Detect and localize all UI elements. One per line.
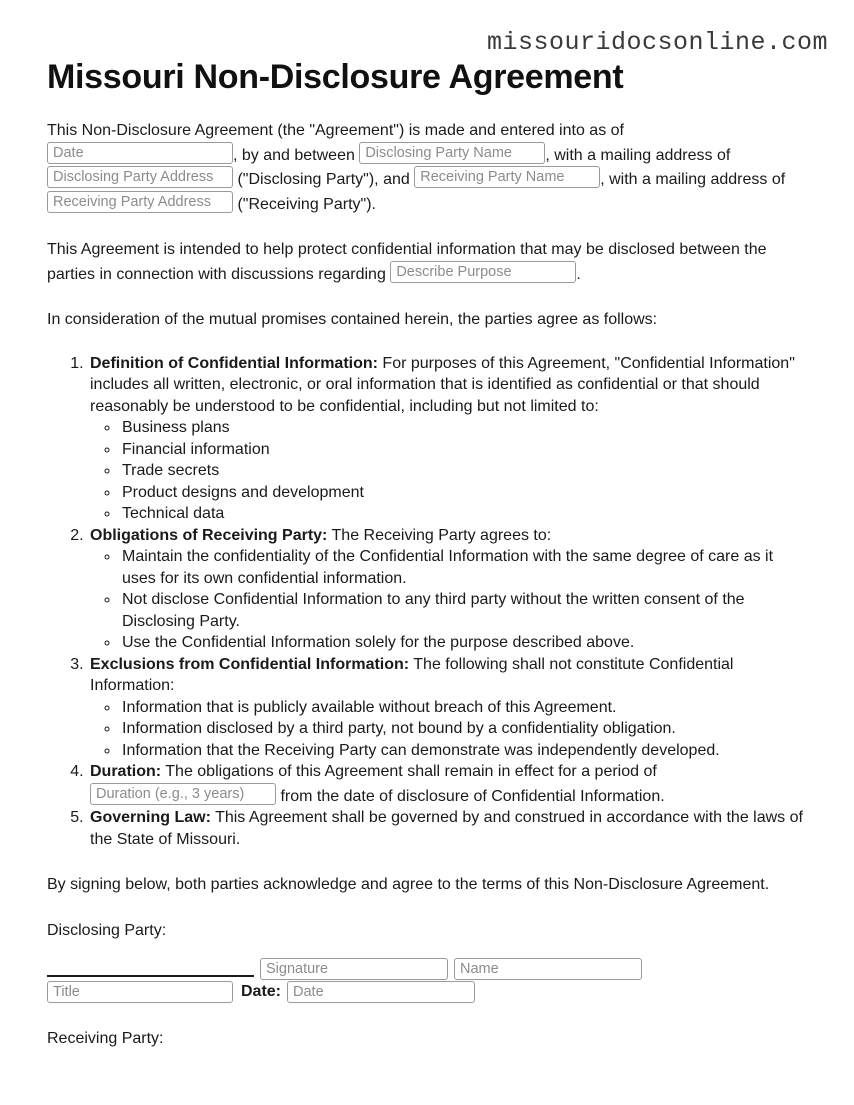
sub-list: [90, 546, 807, 654]
spacer: [47, 285, 807, 309]
intro-text-6: ("Receiving Party").: [237, 195, 376, 213]
purpose-text: This Agreement is intended to help protect confidential information that may be disclosed between the parties in connection with discussions regarding: [47, 241, 767, 283]
title-date-row: [47, 980, 807, 1004]
list-item: ◦ Not disclose Confidential Information to any third party without the written consent of the Disclosing Party.: [120, 589, 807, 632]
sub-list: [90, 417, 807, 525]
date-field[interactable]: Date: [47, 142, 233, 164]
consideration-paragraph: In consideration of the mutual promises contained herein, the parties agree as follows:: [47, 311, 658, 328]
purpose-field[interactable]: Describe Purpose: [390, 261, 576, 283]
clause-item-exclusions: [88, 654, 807, 762]
intro-paragraph: [47, 120, 807, 215]
list-item: ◦ Information that the Receiving Party can demonstrate was independently developed.: [120, 740, 807, 762]
clause-text-after: from the date of disclosure of Confidential Information.: [280, 787, 665, 805]
clause-text: The following shall not constitute Confidential Information:: [90, 655, 734, 694]
list-item: ◦ Technical data: [120, 503, 807, 525]
site-watermark: missouridocsonline.com: [486, 28, 828, 57]
clause-heading: Exclusions from Confidential Information:: [90, 655, 410, 673]
clause-text-before: The obligations of this Agreement shall remain in effect for a period of: [165, 763, 657, 780]
signature-line: [47, 975, 254, 977]
clause-heading: Obligations of Receiving Party:: [90, 526, 328, 544]
signature-section: [47, 920, 807, 1050]
list-item: ◦ Business plans: [120, 417, 807, 439]
clause-item-definition: [88, 353, 807, 525]
receiving-party-label: Receiving Party:: [47, 1030, 164, 1047]
list-item: ◦ Product designs and development: [120, 482, 807, 504]
duration-field[interactable]: Duration (e.g., 3 years): [90, 783, 276, 805]
list-item: ◦ Use the Confidential Information solely for the purpose described above.: [120, 632, 807, 654]
purpose-period: .: [576, 265, 581, 283]
clause-text: The Receiving Party agrees to:: [331, 526, 552, 544]
clause-item-duration: [88, 761, 807, 807]
purpose-paragraph: [47, 239, 807, 285]
spacer: [47, 850, 807, 874]
disclosing-party-name-field[interactable]: Disclosing Party Name: [359, 142, 545, 164]
clause-heading: Definition of Confidential Information:: [90, 354, 378, 372]
closing-paragraph: By signing below, both parties acknowledge and agree to the terms of this Non-Disclosure Agreement.: [47, 876, 770, 893]
clause-text: This Agreement shall be governed by and construed in accordance with the laws of the State of Missouri.: [90, 809, 803, 848]
disclosing-party-address-field[interactable]: Disclosing Party Address: [47, 166, 233, 188]
clause-item-governing-law: [88, 807, 807, 850]
spacer: [47, 331, 807, 353]
signature-row: [47, 956, 807, 980]
intro-text-3: , with a mailing address of: [545, 146, 731, 164]
receiving-party-address-field[interactable]: Receiving Party Address: [47, 191, 233, 213]
spacer: [47, 215, 807, 239]
sub-list: [90, 697, 807, 762]
intro-text-4: ("Disclosing Party"), and: [237, 171, 410, 188]
clause-item-obligations: [88, 525, 807, 654]
disclosing-party-signature-rows: [47, 956, 807, 1004]
list-item: ◦ Information that is publicly available without breach of this Agreement.: [120, 697, 807, 719]
document-body: [47, 120, 807, 1050]
spacer: [47, 896, 807, 920]
page-title: Missouri Non-Disclosure Agreement: [47, 58, 624, 96]
clause-list: [47, 353, 807, 851]
intro-text-2: , by and between: [233, 146, 355, 164]
list-item: ◦ Information disclosed by a third party, not bound by a confidentiality obligation.: [120, 718, 807, 740]
intro-text-5: , with a mailing address of: [600, 171, 786, 188]
disclosing-party-label: Disclosing Party:: [47, 921, 167, 939]
title-field[interactable]: Title: [47, 981, 233, 1003]
signature-field[interactable]: Signature: [260, 958, 448, 980]
intro-text-1: This Non-Disclosure Agreement (the "Agreement") is made and entered into as of: [47, 122, 624, 139]
name-field[interactable]: Name: [454, 958, 642, 980]
clause-heading: Duration:: [90, 763, 162, 780]
receiving-party-name-field[interactable]: Receiving Party Name: [414, 166, 600, 188]
spacer: [47, 1004, 807, 1028]
list-item: ◦ Financial information: [120, 439, 807, 461]
list-item: ◦ Trade secrets: [120, 460, 807, 482]
clause-heading: Governing Law:: [90, 809, 211, 826]
date-label: Date:: [241, 983, 282, 1001]
clause-text: For purposes of this Agreement, "Confidential Information" includes all written, electronic, or oral information that is identified as confidential or that should reasonably be understood to be confidential, including but not limited to:: [90, 354, 795, 415]
list-item: ◦ Maintain the confidentiality of the Confidential Information with the same degree of care as it uses for its own confidential information.: [120, 546, 807, 589]
signature-date-field[interactable]: Date: [287, 981, 475, 1003]
